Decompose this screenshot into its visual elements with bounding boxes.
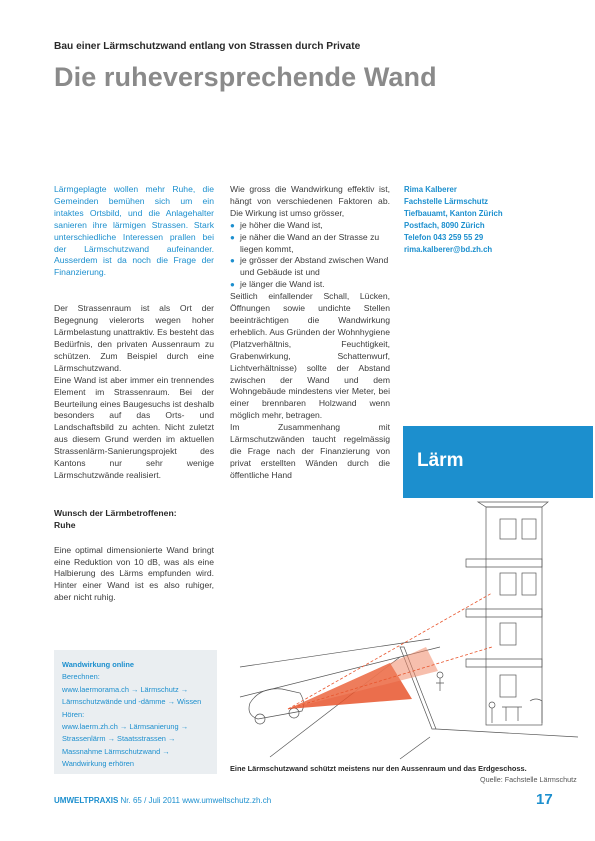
info-box-calc-label: Berechnen: — [62, 672, 100, 682]
info-box — [54, 650, 217, 774]
lead-paragraph: Lärmgeplagte wollen mehr Ruhe, die Gemeinden bemühen sich um ein intaktes Ortsbild, und die Anlagehalter sanieren ihre lärmigen Strassen. Stark unterschiedliche Interessen prallen bei der Lärmschutzwand aufeinander. Ausserdem ist da noch die Frage der Finanzierung. — [54, 184, 214, 278]
bullet-item: ● je höher die Wand ist, — [230, 220, 390, 232]
info-box-listen-link[interactable]: www.laerm.zh.ch → Lärmsanierung → Strassenlärm → Staatsstrassen → Massnahme Lärmschutzwand → Wandwirkung erhören — [62, 722, 189, 769]
contact-phone: Telefon 043 259 55 29 — [404, 233, 484, 243]
body-paragraph-4: Wie gross die Wandwirkung effektiv ist, hängt von verschiedenen Faktoren ab. Die Wirkung ist umso grösser, — [230, 184, 390, 218]
contact-unit: Fachstelle Lärmschutz — [404, 197, 489, 207]
info-box-calc-link[interactable]: www.laermorama.ch → Lärmschutz → Lärmschutzwände und -dämme → Wissen — [62, 684, 202, 707]
page-footer — [54, 796, 271, 805]
column-1 — [54, 184, 214, 604]
article-title: Die ruheversprechende Wand — [54, 62, 437, 92]
subheading — [54, 508, 214, 532]
section-label-box — [403, 426, 593, 498]
subheading-line-1: Wunsch der Lärmbetroffenen: — [54, 507, 177, 518]
contact-email[interactable]: rima.kalberer@bd.zh.ch — [404, 245, 493, 255]
article-kicker: Bau einer Lärmschutzwand entlang von Strassen durch Private — [54, 41, 361, 52]
section-label: Lärm — [417, 450, 464, 471]
footer-url[interactable]: www.umweltschutz.zh.ch — [182, 796, 272, 805]
noise-wall-illustration — [230, 497, 578, 761]
building-facade — [486, 507, 542, 725]
contact-address: Postfach, 8090 Zürich — [404, 221, 485, 231]
contact-name: Rima Kalberer — [404, 185, 457, 194]
info-box-heading: Wandwirkung online — [62, 660, 134, 669]
body-paragraph-2: Eine Wand ist aber immer ein trennendes Element im Strassenraum. Bei der Beurteilung eines Baugesuchs ist deshalb besonders auf das Orts- und Landschaftsbild zu achten. Nicht zuletzt aus diesem Grund werden im aktuellen Strassenlärm-Sanierungsprojekt des Kantons nur sehr wenige Lärmschutzwände realisiert. — [54, 374, 214, 480]
bullet-item: ● je grösser der Abstand zwischen Wand und Gebäude ist und — [230, 255, 390, 279]
contact-office: Tiefbauamt, Kanton Zürich — [404, 209, 503, 219]
body-paragraph-1: Der Strassenraum ist als Ort der Begegnung vielerorts wegen hoher Lärmbelastung unattraktiv. Es besteht das Bedürfnis, den privaten Aussenraum zu schützen. Zum Beispiel durch eine Lärmschutzwand. — [54, 303, 214, 373]
body-paragraph-6: Im Zusammenhang mit Lärmschutzwänden taucht regelmässig die Frage nach der Finanzierung von privat erstellten Wänden durch die öffentliche Hand — [230, 422, 390, 480]
page-number: 17 — [536, 791, 553, 808]
footer-issue: Nr. 65 / Juli 2011 — [120, 796, 180, 805]
info-box-listen-label: Hören: — [62, 709, 85, 719]
bullet-list — [230, 220, 390, 291]
subheading-line-2: Ruhe — [54, 519, 76, 530]
author-contact — [404, 184, 503, 257]
figure-source: Quelle: Fachstelle Lärmschutz — [480, 775, 577, 784]
body-paragraph-5: Seitlich einfallender Schall, Lücken, Öffnungen sowie undichte Stellen beeinträchtigen die Wandwirkung erheblich. Aus Gründen der Wohnhygiene (Platzverhältnis, Feuchtigkeit, Grabenwirkung, Schattenwurf, Lichtverhältnisse) sollte der Abstand zwischen der Wand und dem Wohngebäude mindestens vier Meter, bei einer brennbaren Holzwand wenn möglich mehr, betragen. — [230, 291, 390, 421]
body-paragraph-3: Eine optimal dimensionierte Wand bringt eine Reduktion von 10 dB, was als eine Halbierung des Lärms empfunden wird. Hinter einer Wand ist es also ruhiger, aber nicht ruhig. — [54, 544, 214, 603]
column-2 — [230, 184, 390, 482]
figure-caption: Eine Lärmschutzwand schützt meistens nur den Aussenraum und das Erdgeschoss. — [230, 764, 527, 773]
footer-magazine: UMWELTPRAXIS — [54, 796, 119, 805]
bullet-item: ● je länger die Wand ist. — [230, 279, 390, 291]
bullet-item: ● je näher die Wand an der Strasse zu liegen kommt, — [230, 232, 390, 256]
